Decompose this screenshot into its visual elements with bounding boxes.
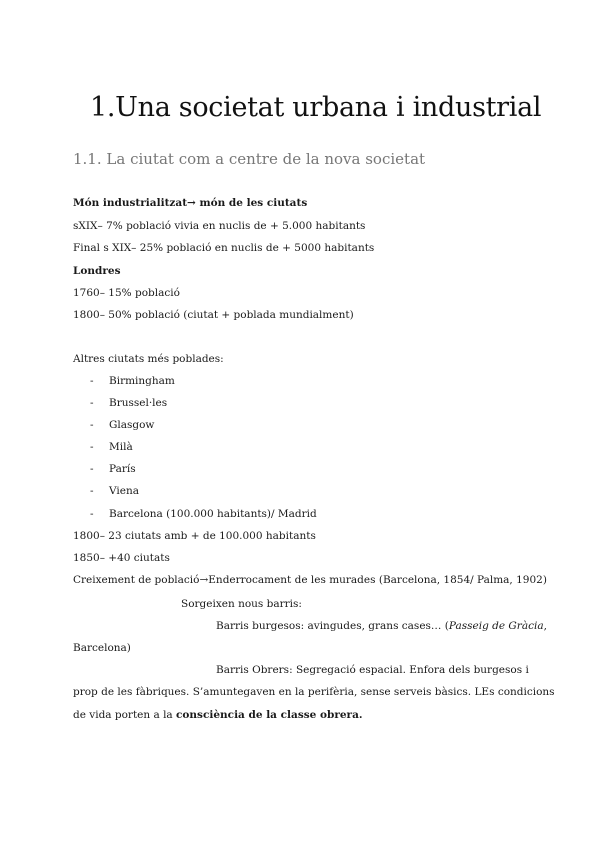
stat-line: 1850– +40 ciutats	[73, 552, 170, 564]
list-item-label: Brussel·les	[109, 397, 168, 409]
london-line: 1800– 50% població (ciutat + poblada mundialment)	[73, 309, 354, 321]
list-item-label: Milà	[109, 441, 133, 453]
list-dash: -	[90, 463, 94, 475]
list-item-label: Viena	[109, 485, 139, 497]
industrial-heading: Món industrialitzat→ món de les ciutats	[73, 197, 308, 209]
list-item-label: Birmingham	[109, 375, 175, 387]
london-heading: Londres	[73, 265, 121, 277]
barris-burgesos	[216, 619, 547, 633]
burgesos-comma: ,	[543, 620, 547, 632]
list-dash: -	[90, 419, 94, 431]
page-title: 1.Una societat urbana i industrial	[90, 92, 542, 123]
burgesos-city: Barcelona)	[73, 642, 131, 654]
list-item-label: Glasgow	[109, 419, 155, 431]
list-dash: -	[90, 375, 94, 387]
stat-line: 1800– 23 ciutats amb + de 100.000 habitants	[73, 530, 316, 542]
obrers-text: de vida porten a la	[73, 709, 177, 721]
burgesos-text: Barris burgesos: avingudes, grans cases… (	[216, 620, 449, 632]
stat-line: Final s XIX– 25% població en nuclis de + 5000 habitants	[73, 242, 375, 254]
growth-line: Creixement de població→Enderrocament de les murades (Barcelona, 1854/ Palma, 1902)	[73, 574, 547, 586]
london-line: 1760– 15% població	[73, 287, 180, 299]
section-subtitle: 1.1. La ciutat com a centre de la nova societat	[73, 150, 426, 168]
barris-obrers-line2: prop de les fàbriques. S’amuntegaven en la perifèria, sense serveis bàsics. LEs condicions	[73, 686, 555, 698]
list-dash: -	[90, 508, 94, 520]
barris-obrers-line1: Barris Obrers: Segregació espacial. Enfora dels burgesos i	[216, 664, 529, 676]
list-dash: -	[90, 485, 94, 497]
stat-line: sXIX– 7% població vivia en nuclis de + 5.000 habitants	[73, 220, 366, 232]
burgesos-example: Passeig de Gràcia	[448, 620, 544, 632]
cities-intro: Altres ciutats més poblades:	[73, 353, 224, 365]
obrers-bold: consciència de la classe obrera.	[176, 709, 363, 721]
list-dash: -	[90, 441, 94, 453]
list-item-label: Barcelona (100.000 habitants)/ Madrid	[109, 508, 317, 520]
barris-intro: Sorgeixen nous barris:	[181, 598, 302, 610]
barris-obrers-line3	[73, 708, 363, 722]
list-item-label: París	[109, 463, 136, 475]
list-dash: -	[90, 397, 94, 409]
